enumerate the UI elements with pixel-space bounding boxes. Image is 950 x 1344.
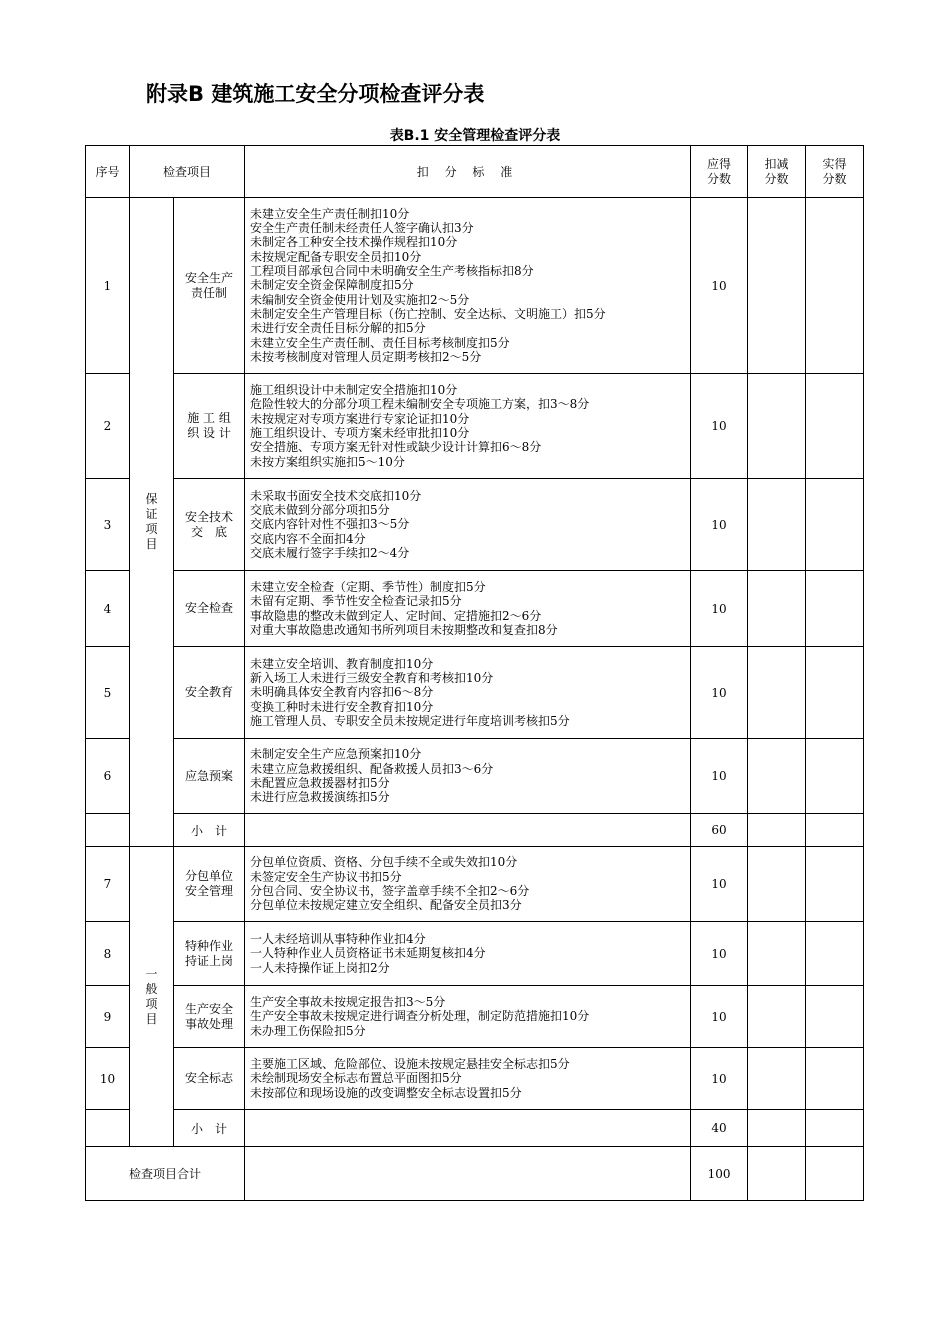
check-item: 安全生产 责任制 (174, 198, 245, 374)
deduct-score-cell[interactable] (748, 922, 806, 986)
deduction-criteria: 一人未经培训从事特种作业扣4分 一人特种作业人员资格证书未延期复核扣4分 一人未持操作证上岗扣2分 (245, 922, 691, 986)
due-score: 10 (691, 847, 748, 922)
subtotal-criteria-cell (245, 1110, 691, 1147)
check-item: 安全教育 (174, 647, 245, 739)
actual-score-cell[interactable] (806, 1110, 864, 1147)
deduction-criteria: 未制定安全生产应急预案扣10分 未建立应急救援组织、配备救援人员扣3～6分 未配置应急救援器材扣5分 未进行应急救援演练扣5分 (245, 739, 691, 814)
deduct-score-cell[interactable] (748, 986, 806, 1048)
due-score: 10 (691, 922, 748, 986)
deduction-criteria: 分包单位资质、资格、分包手续不全或失效扣10分 未签定安全生产协议书扣5分 分包合同、安全协议书，签字盖章手续不全扣2～6分 分包单位未按规定建立安全组织、配备安全员扣3分 (245, 847, 691, 922)
subtotal-number-cell (86, 1110, 130, 1147)
table-title: 表B.1 安全管理检查评分表 (389, 128, 561, 144)
deduct-score-cell[interactable] (748, 847, 806, 922)
row-number: 9 (86, 986, 130, 1048)
table-row (86, 479, 864, 571)
subtotal-score: 40 (691, 1110, 748, 1147)
table-row (86, 847, 864, 922)
subtotal-row (86, 814, 864, 847)
row-number: 1 (86, 198, 130, 374)
deduct-score-cell[interactable] (748, 814, 806, 847)
deduct-score-cell[interactable] (748, 571, 806, 647)
header-deduct-score: 扣减 分数 (748, 146, 806, 198)
deduction-criteria: 未建立安全生产责任制扣10分 安全生产责任制未经责任人签字确认扣3分 未制定各工种安全技术操作规程扣10分 未按规定配备专职安全员扣10分 工程项目部承包合同中未明确安全生产考核指标扣8分 未制定安全资金保障制度扣5分 未编制安全资金使用计划及实施扣2～5分 未制定安全生产管理目标（伤亡控制、安全达标、文明施工）扣5分 未进行安全责任目标分解的扣5分 未建立安全生产责任制、责任目标考核制度扣5分 未按考核制度对管理人员定期考核扣2～5分 (245, 198, 691, 374)
subtotal-criteria-cell (245, 814, 691, 847)
header-due-score: 应得 分数 (691, 146, 748, 198)
due-score: 10 (691, 1048, 748, 1110)
due-score: 10 (691, 986, 748, 1048)
deduction-criteria: 未建立安全检查（定期、季节性）制度扣5分 未留有定期、季节性安全检查记录扣5分 事故隐患的整改未做到定人、定时间、定措施扣2～6分 对重大事故隐患改通知书所列项目未按期整改和复查扣8分 (245, 571, 691, 647)
subtotal-label: 小 计 (174, 814, 245, 847)
deduct-score-cell[interactable] (748, 1048, 806, 1110)
header-row (86, 146, 864, 198)
actual-score-cell[interactable] (806, 986, 864, 1048)
row-number: 10 (86, 1048, 130, 1110)
due-score: 10 (691, 198, 748, 374)
table-row (86, 1048, 864, 1110)
actual-score-cell[interactable] (806, 814, 864, 847)
table-row (86, 374, 864, 479)
check-item: 安全技术 交 底 (174, 479, 245, 571)
deduction-criteria: 施工组织设计中未制定安全措施扣10分 危险性较大的分部分项工程未编制安全专项施工方案，扣3～8分 未按规定对专项方案进行专家论证扣10分 施工组织设计、专项方案未经审批扣10分 安全措施、专项方案无针对性或缺少设计计算扣6～8分 未按方案组织实施扣5～10分 (245, 374, 691, 479)
due-score: 10 (691, 479, 748, 571)
total-label: 检查项目合计 (86, 1147, 245, 1201)
deduction-criteria: 主要施工区域、危险部位、设施未按规定悬挂安全标志扣5分 未绘制现场安全标志布置总平面图扣5分 未按部位和现场设施的改变调整安全标志设置扣5分 (245, 1048, 691, 1110)
row-number: 5 (86, 647, 130, 739)
deduct-score-cell[interactable] (748, 1147, 806, 1201)
subtotal-row (86, 1110, 864, 1147)
header-actual-score: 实得 分数 (806, 146, 864, 198)
document-title: 附录B 建筑施工安全分项检查评分表 (146, 82, 485, 106)
actual-score-cell[interactable] (806, 739, 864, 814)
deduct-score-cell[interactable] (748, 647, 806, 739)
due-score: 10 (691, 739, 748, 814)
deduction-criteria: 生产安全事故未按规定报告扣3～5分 生产安全事故未按规定进行调查分析处理，制定防范措施扣10分 未办理工伤保险扣5分 (245, 986, 691, 1048)
deduction-criteria: 未采取书面安全技术交底扣10分 交底未做到分部分项扣5分 交底内容针对性不强扣3～5分 交底内容不全面扣4分 交底未履行签字手续扣2～4分 (245, 479, 691, 571)
due-score: 10 (691, 571, 748, 647)
total-criteria-cell (245, 1147, 691, 1201)
total-row (86, 1147, 864, 1201)
due-score: 10 (691, 374, 748, 479)
total-score: 100 (691, 1147, 748, 1201)
check-item: 特种作业 持证上岗 (174, 922, 245, 986)
row-number: 6 (86, 739, 130, 814)
table-row (86, 647, 864, 739)
table-row (86, 922, 864, 986)
actual-score-cell[interactable] (806, 571, 864, 647)
deduct-score-cell[interactable] (748, 739, 806, 814)
scoring-table (85, 145, 864, 1201)
actual-score-cell[interactable] (806, 479, 864, 571)
actual-score-cell[interactable] (806, 1147, 864, 1201)
actual-score-cell[interactable] (806, 1048, 864, 1110)
header-no: 序号 (86, 146, 130, 198)
actual-score-cell[interactable] (806, 198, 864, 374)
due-score: 10 (691, 647, 748, 739)
group-guarantee: 保 证 项 目 (130, 198, 174, 847)
row-number: 7 (86, 847, 130, 922)
actual-score-cell[interactable] (806, 847, 864, 922)
table-row (86, 571, 864, 647)
row-number: 4 (86, 571, 130, 647)
row-number: 8 (86, 922, 130, 986)
check-item: 分包单位 安全管理 (174, 847, 245, 922)
subtotal-label: 小 计 (174, 1110, 245, 1147)
check-item: 应急预案 (174, 739, 245, 814)
header-item: 检查项目 (130, 146, 245, 198)
header-standard: 扣 分 标 准 (245, 146, 691, 198)
group-general: 一 般 项 目 (130, 847, 174, 1147)
row-number: 2 (86, 374, 130, 479)
table-row (86, 739, 864, 814)
subtotal-number-cell (86, 814, 130, 847)
row-number: 3 (86, 479, 130, 571)
table-row (86, 986, 864, 1048)
check-item: 安全标志 (174, 1048, 245, 1110)
deduction-criteria: 未建立安全培训、教育制度扣10分 新入场工人未进行三级安全教育和考核扣10分 未明确具体安全教育内容扣6～8分 变换工种时未进行安全教育扣10分 施工管理人员、专职安全员未按规定进行年度培训考核扣5分 (245, 647, 691, 739)
check-item: 安全检查 (174, 571, 245, 647)
subtotal-score: 60 (691, 814, 748, 847)
check-item: 施 工 组 织 设 计 (174, 374, 245, 479)
actual-score-cell[interactable] (806, 922, 864, 986)
deduct-score-cell[interactable] (748, 374, 806, 479)
actual-score-cell[interactable] (806, 647, 864, 739)
check-item: 生产安全 事故处理 (174, 986, 245, 1048)
table-row (86, 198, 864, 374)
actual-score-cell[interactable] (806, 374, 864, 479)
deduct-score-cell[interactable] (748, 1110, 806, 1147)
deduct-score-cell[interactable] (748, 479, 806, 571)
deduct-score-cell[interactable] (748, 198, 806, 374)
